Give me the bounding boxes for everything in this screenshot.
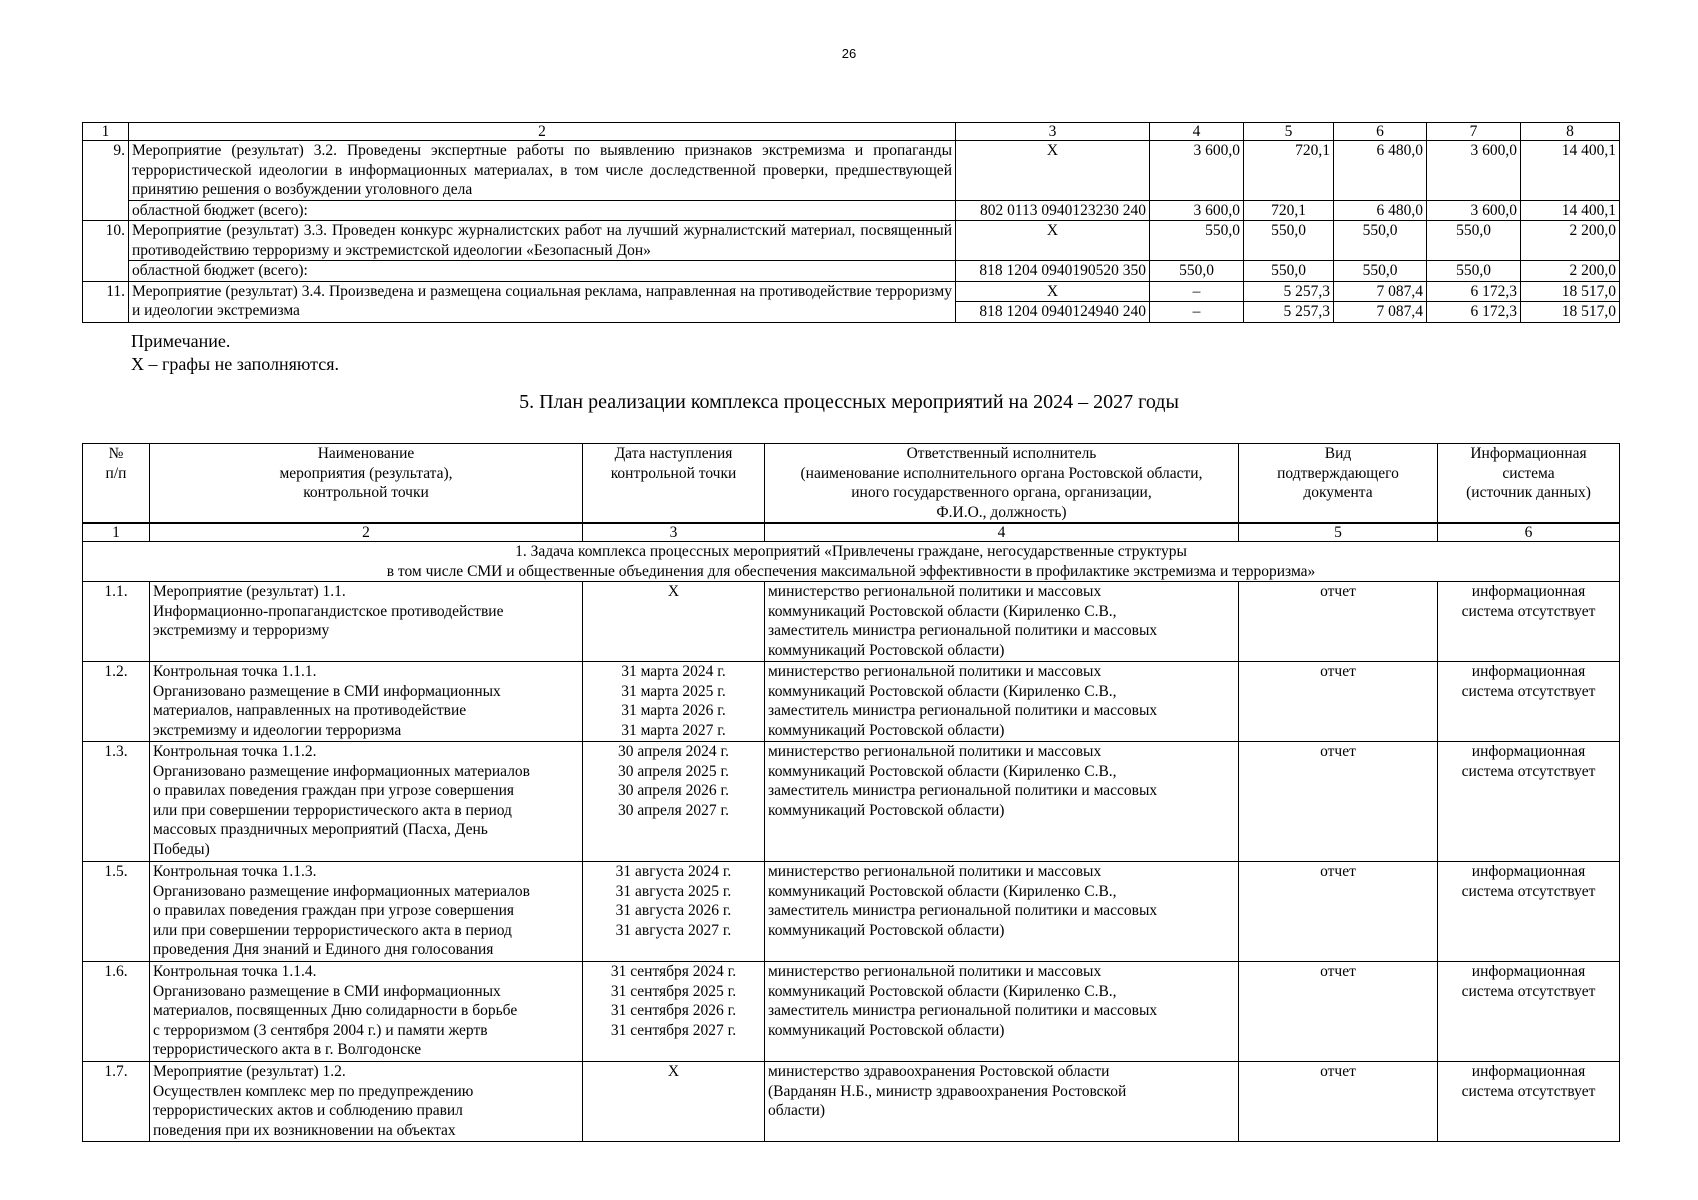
header-name: Наименование мероприятия (результата), контрольной точки <box>150 444 583 524</box>
value: 720,1 <box>1244 200 1334 221</box>
section-title: 5. План реализации комплекса процессных мероприятий на 2024 – 2027 годы <box>519 391 1179 413</box>
table-subrow <box>83 200 1620 221</box>
row-number: 1.7. <box>83 1062 150 1142</box>
table-row <box>83 1062 1620 1142</box>
budget-code: X <box>956 221 1150 261</box>
table-subrow <box>83 261 1620 282</box>
col-number: 2 <box>129 123 956 141</box>
value: 3 600,0 <box>1427 200 1521 221</box>
control-date: 31 марта 2024 г. 31 марта 2025 г. 31 марта 2026 г. 31 марта 2027 г. <box>583 662 765 742</box>
event-name: Контрольная точка 1.1.2. Организовано размещение информационных материалов о правилах поведения граждан при угрозе совершения или при совершении террористического акта в период массовых праздничных мероприятий (Пасха, День Победы) <box>150 742 583 862</box>
value: 5 257,3 <box>1244 302 1334 323</box>
info-system: информационная система отсутствует <box>1438 962 1620 1062</box>
value: 2 200,0 <box>1521 221 1620 261</box>
control-date: 31 сентября 2024 г. 31 сентября 2025 г. 31 сентября 2026 г. 31 сентября 2027 г. <box>583 962 765 1062</box>
value: 2 200,0 <box>1521 261 1620 282</box>
value: 18 517,0 <box>1521 302 1620 323</box>
control-date: 30 апреля 2024 г. 30 апреля 2025 г. 30 апреля 2026 г. 30 апреля 2027 г. <box>583 742 765 862</box>
value: 6 480,0 <box>1334 200 1427 221</box>
page-number: 26 <box>841 46 857 61</box>
row-number: 1.2. <box>83 662 150 742</box>
value: 14 400,1 <box>1521 200 1620 221</box>
value: 3 600,0 <box>1150 200 1244 221</box>
header-document: Вид подтверждающего документа <box>1239 444 1438 524</box>
col-number: 6 <box>1438 523 1620 542</box>
event-name: Мероприятие (результат) 1.1. Информационно-пропагандистское противодействие экстремизму и терроризму <box>150 582 583 662</box>
info-system: информационная система отсутствует <box>1438 742 1620 862</box>
col-number: 4 <box>1150 123 1244 141</box>
event-name: Мероприятие (результат) 3.3. Проведен конкурс журналистских работ на лучший журналистский материал, посвященный противодействию терроризму и экстремистской идеологии «Безопасный Дон» <box>129 221 956 261</box>
row-number: 1.6. <box>83 962 150 1062</box>
row-number: 1.3. <box>83 742 150 862</box>
column-numbers-row <box>83 523 1620 542</box>
row-number: 1.1. <box>83 582 150 662</box>
value: 5 257,3 <box>1244 281 1334 302</box>
col-number: 1 <box>83 123 129 141</box>
budget-code: 818 1204 0940190520 350 <box>956 261 1150 282</box>
row-number: 10. <box>83 221 129 282</box>
document-type: отчет <box>1239 862 1438 962</box>
document-type: отчет <box>1239 742 1438 862</box>
event-name: Мероприятие (результат) 1.2. Осуществлен комплекс мер по предупреждению террористических актов и соблюдению правил поведения при их возникновении на объектах <box>150 1062 583 1142</box>
plan-table <box>82 443 1620 1142</box>
row-number: 9. <box>83 141 129 221</box>
col-number: 5 <box>1239 523 1438 542</box>
info-system: информационная система отсутствует <box>1438 862 1620 962</box>
row-number: 11. <box>83 281 129 322</box>
value: 7 087,4 <box>1334 281 1427 302</box>
note-text: Х – графы не заполняются. <box>131 354 339 374</box>
document-type: отчет <box>1239 662 1438 742</box>
value: 14 400,1 <box>1521 141 1620 201</box>
col-number: 2 <box>150 523 583 542</box>
value: 3 600,0 <box>1427 141 1521 201</box>
header-row <box>83 123 1620 141</box>
value: 550,0 <box>1334 261 1427 282</box>
table-row <box>83 281 1620 302</box>
value: 7 087,4 <box>1334 302 1427 323</box>
col-number: 7 <box>1427 123 1521 141</box>
control-date: X <box>583 582 765 662</box>
value: 3 600,0 <box>1150 141 1244 201</box>
event-name: Мероприятие (результат) 3.4. Произведена и размещена социальная реклама, направленная на противодействие терроризму и идеологии экстремизма <box>129 281 956 322</box>
financing-table <box>82 122 1620 323</box>
note-heading: Примечание. <box>131 331 231 351</box>
value: 550,0 <box>1244 221 1334 261</box>
value: 550,0 <box>1150 261 1244 282</box>
table-row <box>83 862 1620 962</box>
task-title: 1. Задача комплекса процессных мероприятий «Привлечены граждане, негосударственные структуры в том числе СМИ и общественные объединения для обеспечения максимальной эффективности в профилактике экстремизма и терроризма» <box>83 542 1620 582</box>
header-info-system: Информационная система (источник данных) <box>1438 444 1620 524</box>
value: 6 172,3 <box>1427 281 1521 302</box>
value: 6 480,0 <box>1334 141 1427 201</box>
document-type: отчет <box>1239 962 1438 1062</box>
budget-code: 818 1204 0940124940 240 <box>956 302 1150 323</box>
document-type: отчет <box>1239 1062 1438 1142</box>
value: 550,0 <box>1334 221 1427 261</box>
col-number: 3 <box>583 523 765 542</box>
col-number: 6 <box>1334 123 1427 141</box>
responsible: министерство региональной политики и массовых коммуникаций Ростовской области (Кириленко С.В., заместитель министра региональной политики и массовых коммуникаций Ростовской области) <box>765 582 1239 662</box>
table-row <box>83 141 1620 201</box>
task-row <box>83 542 1620 582</box>
col-number: 3 <box>956 123 1150 141</box>
value: 550,0 <box>1427 261 1521 282</box>
budget-code: 802 0113 0940123230 240 <box>956 200 1150 221</box>
responsible: министерство здравоохранения Ростовской области (Варданян Н.Б., министр здравоохранения Ростовской области) <box>765 1062 1239 1142</box>
responsible: министерство региональной политики и массовых коммуникаций Ростовской области (Кириленко С.В., заместитель министра региональной политики и массовых коммуникаций Ростовской области) <box>765 662 1239 742</box>
info-system: информационная система отсутствует <box>1438 662 1620 742</box>
document-type: отчет <box>1239 582 1438 662</box>
responsible: министерство региональной политики и массовых коммуникаций Ростовской области (Кириленко С.В., заместитель министра региональной политики и массовых коммуникаций Ростовской области) <box>765 962 1239 1062</box>
event-name: Контрольная точка 1.1.4. Организовано размещение в СМИ информационных материалов, посвященных Дню солидарности в борьбе с терроризмом (3 сентября 2004 г.) и памяти жертв террористического акта в г. Волгодонске <box>150 962 583 1062</box>
event-name: Контрольная точка 1.1.1. Организовано размещение в СМИ информационных материалов, направленных на противодействие экстремизму и идеологии терроризма <box>150 662 583 742</box>
value: – <box>1150 281 1244 302</box>
header-date: Дата наступления контрольной точки <box>583 444 765 524</box>
row-number: 1.5. <box>83 862 150 962</box>
table-row <box>83 221 1620 261</box>
value: 550,0 <box>1150 221 1244 261</box>
header-responsible: Ответственный исполнитель (наименование исполнительного органа Ростовской области, иного государственного органа, организации, Ф.И.О., должность) <box>765 444 1239 524</box>
col-number: 5 <box>1244 123 1334 141</box>
table-row <box>83 742 1620 862</box>
table-row <box>83 962 1620 1062</box>
budget-code: X <box>956 141 1150 201</box>
info-system: информационная система отсутствует <box>1438 582 1620 662</box>
control-date: 31 августа 2024 г. 31 августа 2025 г. 31 августа 2026 г. 31 августа 2027 г. <box>583 862 765 962</box>
value: 720,1 <box>1244 141 1334 201</box>
control-date: X <box>583 1062 765 1142</box>
budget-label: областной бюджет (всего): <box>129 200 956 221</box>
table-row <box>83 662 1620 742</box>
event-name: Контрольная точка 1.1.3. Организовано размещение информационных материалов о правилах поведения граждан при угрозе совершения или при совершении террористического акта в период проведения Дня знаний и Единого дня голосования <box>150 862 583 962</box>
responsible: министерство региональной политики и массовых коммуникаций Ростовской области (Кириленко С.В., заместитель министра региональной политики и массовых коммуникаций Ростовской области) <box>765 742 1239 862</box>
value: 550,0 <box>1244 261 1334 282</box>
budget-code: X <box>956 281 1150 302</box>
col-number: 8 <box>1521 123 1620 141</box>
col-number: 1 <box>83 523 150 542</box>
header-num: № п/п <box>83 444 150 524</box>
info-system: информационная система отсутствует <box>1438 1062 1620 1142</box>
value: 18 517,0 <box>1521 281 1620 302</box>
table-row <box>83 582 1620 662</box>
event-name: Мероприятие (результат) 3.2. Проведены экспертные работы по выявлению признаков экстремизма и пропаганды террористической идеологии в информационных материалах, в том числе доследственной проверки, предшествующей принятию решения о возбуждении уголовного дела <box>129 141 956 201</box>
value: – <box>1150 302 1244 323</box>
responsible: министерство региональной политики и массовых коммуникаций Ростовской области (Кириленко С.В., заместитель министра региональной политики и массовых коммуникаций Ростовской области) <box>765 862 1239 962</box>
header-row <box>83 444 1620 524</box>
value: 6 172,3 <box>1427 302 1521 323</box>
col-number: 4 <box>765 523 1239 542</box>
budget-label: областной бюджет (всего): <box>129 261 956 282</box>
value: 550,0 <box>1427 221 1521 261</box>
